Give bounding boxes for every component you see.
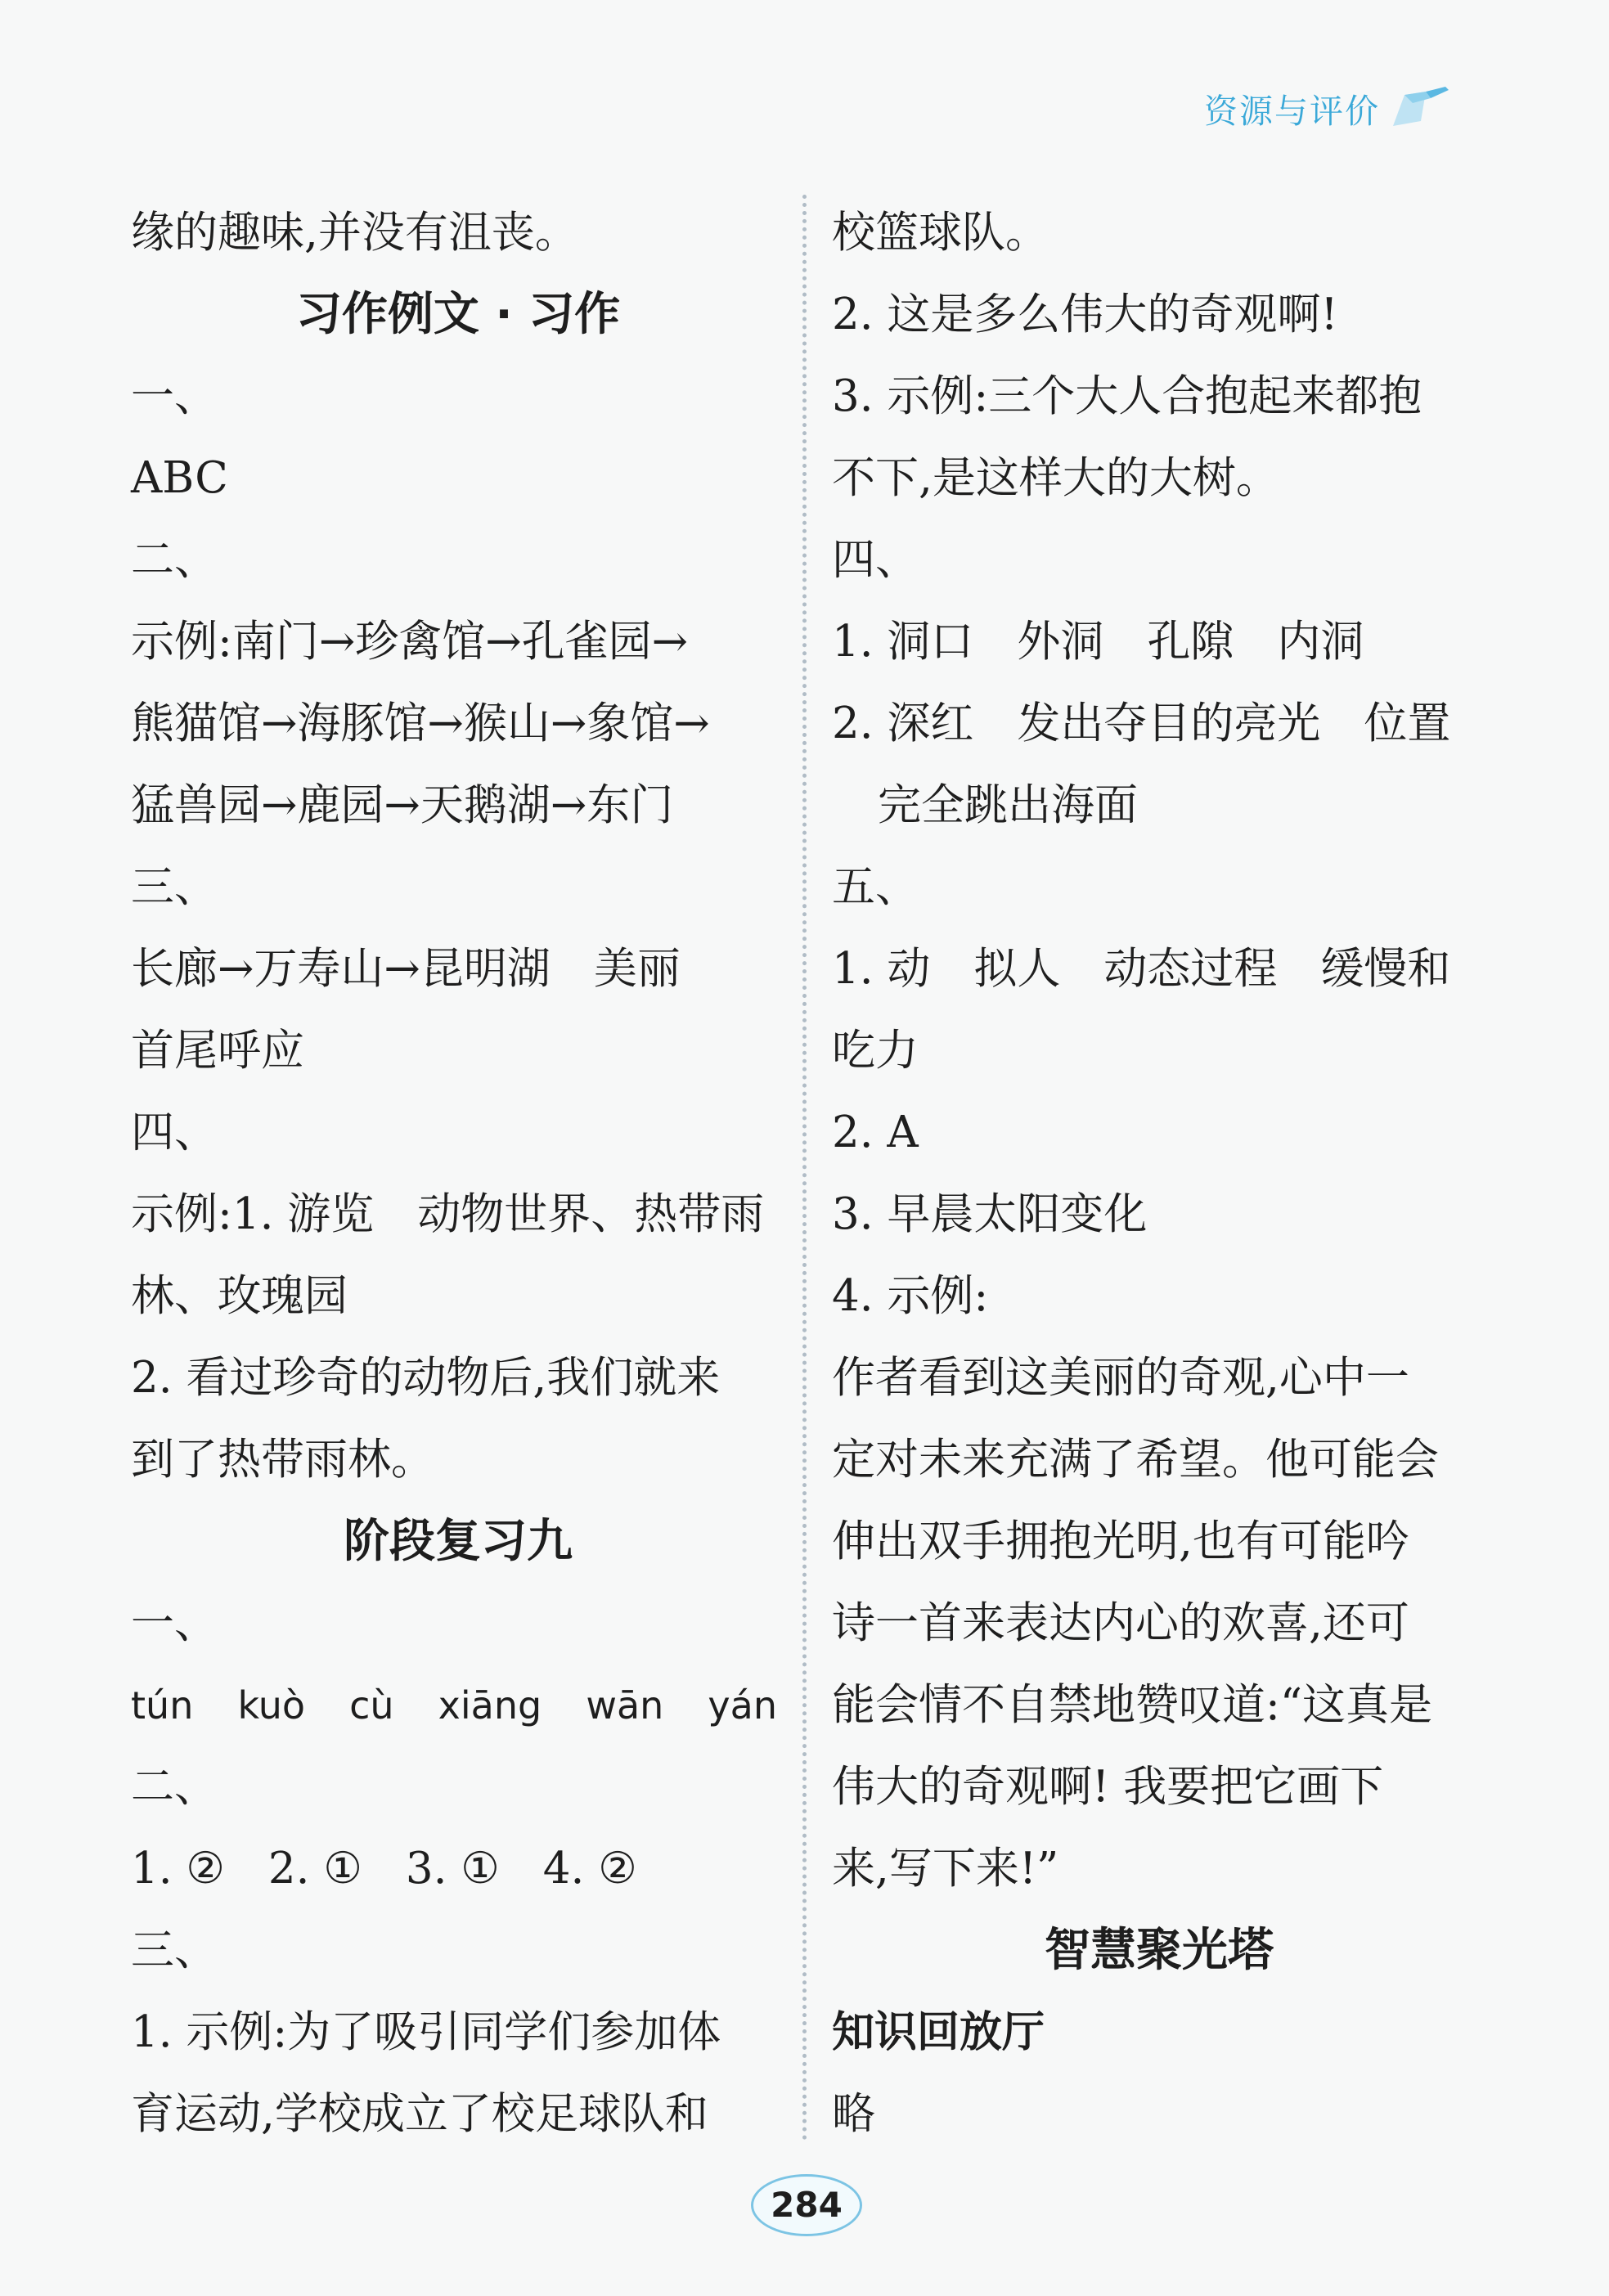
left-column xyxy=(131,192,785,2155)
answer-line: 不下,是这样大的大树。 xyxy=(832,453,1279,503)
answer-line: 二、 xyxy=(131,535,218,585)
pinyin-row xyxy=(131,1665,777,1746)
pinyin-syllable: tún xyxy=(131,1683,194,1728)
answer-line: 1. 动 拟人 动态过程 缓慢和 xyxy=(832,944,1451,994)
answer-line: 林、玫瑰园 xyxy=(131,1271,348,1321)
answer-line: 伸出双手拥抱光明,也有可能吟 xyxy=(832,1516,1409,1566)
answer-line: 3. 示例:三个大人合抱起来都抱 xyxy=(832,371,1422,421)
section-heading: 智慧聚光塔 xyxy=(1045,1924,1274,1977)
answer-line: 五、 xyxy=(832,862,919,912)
answer-line: 来,写下来!” xyxy=(832,1844,1059,1894)
answer-line: 能会情不自禁地赞叹道:“这真是 xyxy=(832,1680,1432,1730)
answer-line: 猛兽园→鹿园→天鹅湖→东门 xyxy=(131,780,674,830)
section-heading: 阶段复习九 xyxy=(344,1515,573,1568)
answer-line: 伟大的奇观啊! 我要把它画下 xyxy=(832,1762,1384,1812)
answer-line: 2. 看过珍奇的动物后,我们就来 xyxy=(131,1353,721,1403)
answer-line: ABC xyxy=(131,453,228,503)
answer-line: 2. A xyxy=(832,1108,919,1157)
pinyin-syllable: cù xyxy=(349,1683,394,1728)
answer-line: 四、 xyxy=(832,535,919,585)
answer-line: 3. 早晨太阳变化 xyxy=(832,1189,1148,1239)
answer-line: 示例:南门→珍禽馆→孔雀园→ xyxy=(131,617,689,667)
answer-line: 完全跳出海面 xyxy=(878,780,1138,830)
section-heading: 习作例文 · 习作 xyxy=(295,288,621,341)
right-column xyxy=(832,192,1486,2155)
answer-line: 作者看到这美丽的奇观,心中一 xyxy=(832,1353,1409,1403)
answer-line: 4. 示例: xyxy=(832,1271,989,1321)
pinyin-syllable: yán xyxy=(708,1683,777,1728)
pinyin-syllable: wān xyxy=(586,1683,664,1728)
answer-line: 育运动,学校成立了校足球队和 xyxy=(131,2089,708,2139)
brand-header xyxy=(1204,83,1452,133)
sub-heading: 知识回放厅 xyxy=(832,2008,1045,2057)
answer-line: 2. 深红 发出夺目的亮光 位置 xyxy=(832,699,1451,748)
answer-line: 二、 xyxy=(131,1762,218,1812)
answer-line: 校篮球队。 xyxy=(832,208,1049,258)
pinyin-syllable: kuò xyxy=(237,1683,305,1728)
answer-line: 2. 这是多么伟大的奇观啊! xyxy=(832,290,1338,339)
answer-line: 吃力 xyxy=(832,1026,919,1076)
answer-line: 三、 xyxy=(131,862,218,912)
answer-line: 三、 xyxy=(131,1925,218,1975)
answer-line: 诗一首来表达内心的欢喜,还可 xyxy=(832,1598,1409,1648)
pen-icon xyxy=(1388,83,1452,133)
answer-line: 四、 xyxy=(131,1108,218,1157)
answer-line: 一、 xyxy=(131,1598,218,1648)
answer-line: 定对未来充满了希望。他可能会 xyxy=(832,1435,1439,1485)
answer-line: 长廊→万寿山→昆明湖 美丽 xyxy=(131,944,681,994)
answer-line: 1. ② 2. ① 3. ① 4. ② xyxy=(131,1844,637,1894)
answer-line: 到了热带雨林。 xyxy=(131,1435,434,1485)
answer-line: 1. 示例:为了吸引同学们参加体 xyxy=(131,2007,721,2057)
answer-line: 示例:1. 游览 动物世界、热带雨 xyxy=(131,1189,765,1239)
pinyin-syllable: xiāng xyxy=(438,1683,542,1728)
answer-line: 1. 洞口 外洞 孔隙 内洞 xyxy=(832,617,1364,667)
brand-title: 资源与评价 xyxy=(1204,91,1380,131)
page-number: 284 xyxy=(751,2174,862,2236)
column-divider xyxy=(802,195,807,2141)
answer-line: 首尾呼应 xyxy=(131,1026,304,1076)
answer-line: 缘的趣味,并没有沮丧。 xyxy=(131,208,578,258)
answer-line: 略 xyxy=(832,2089,875,2139)
answer-line: 熊猫馆→海豚馆→猴山→象馆→ xyxy=(131,699,710,748)
answer-line: 一、 xyxy=(131,371,218,421)
